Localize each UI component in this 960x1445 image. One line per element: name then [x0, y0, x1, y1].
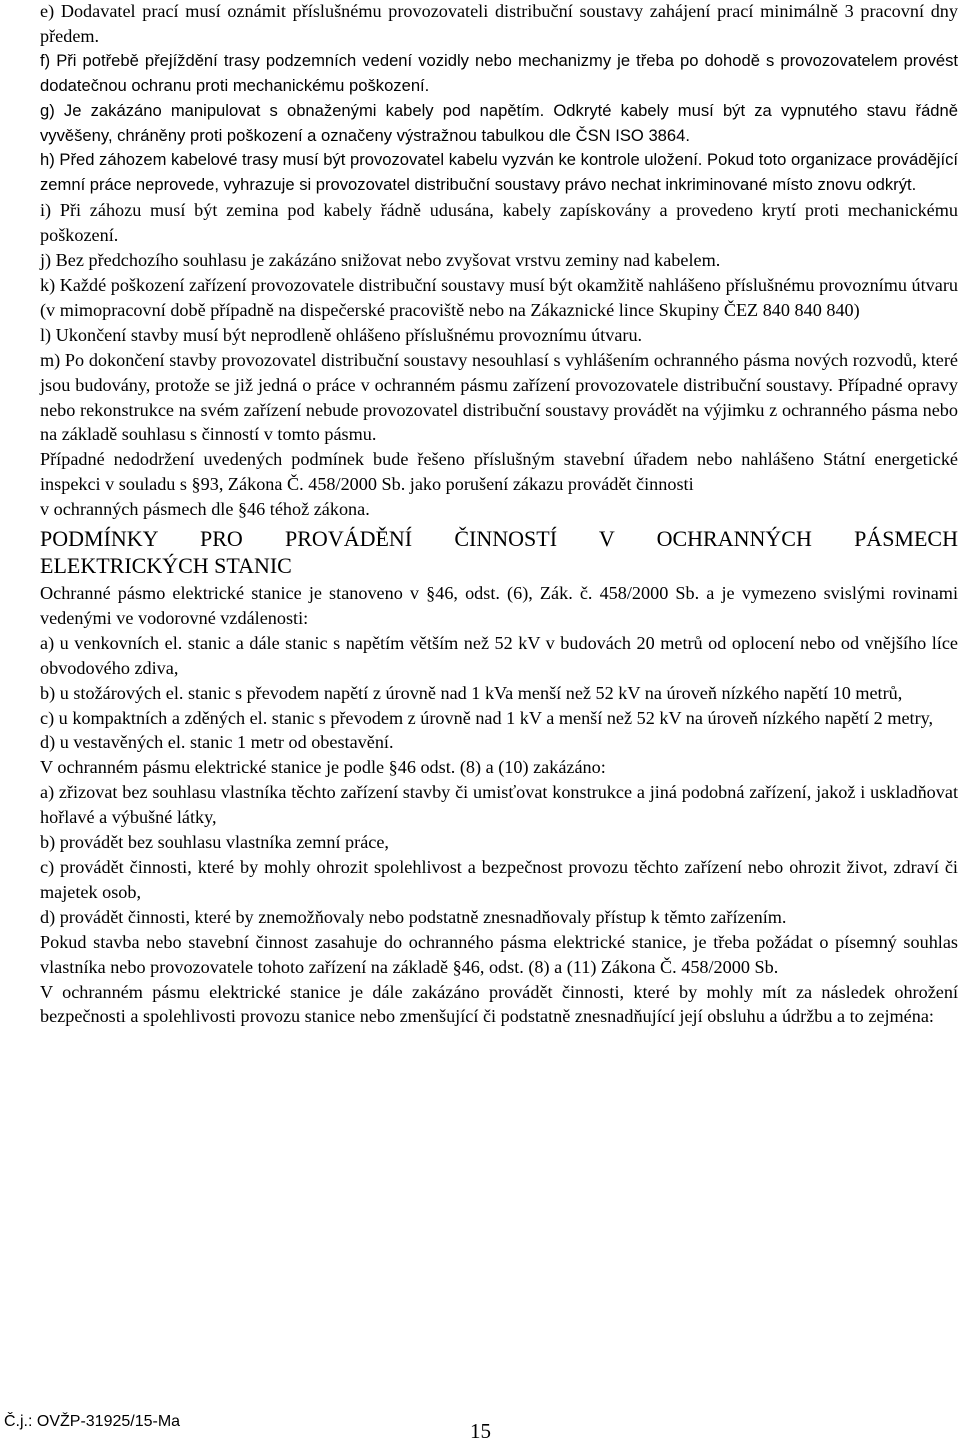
- list-item-prohibited-a: a) zřizovat bez souhlasu vlastníka těchto zařízení stavby či umisťovat konstrukce a jiná podobná zařízení, jakož i uskladňovat hořlavé a výbušné látky,: [40, 782, 958, 828]
- paragraph-i: i) Při záhozu musí být zemina pod kabely řádně udusána, kabely zapískovány a provedeno krytí proti mechanickému poškození.: [40, 200, 958, 246]
- page-number: 15: [470, 1419, 491, 1443]
- section-heading-line2: ELEKTRICKÝCH STANIC: [40, 553, 292, 579]
- list-item-zone-d: d) u vestavěných el. stanic 1 metr od obestavění.: [40, 732, 394, 753]
- paragraph-violation-cont: v ochranných pásmech dle §46 téhož zákona.: [40, 499, 370, 520]
- paragraph-zone-definition: Ochranné pásmo elektrické stanice je stanoveno v §46, odst. (6), Zák. č. 458/2000 Sb. a je vymezeno svislými rovinami vedenými ve vodorovné vzdálenosti:: [40, 583, 958, 628]
- paragraph-l: l) Ukončení stavby musí být neprodleně ohlášeno příslušnému provoznímu útvaru.: [40, 324, 643, 345]
- list-item-zone-b: b) u stožárových el. stanic s převodem napětí z úrovně nad 1 kVa menší než 52 kV na úroveň nízkého napětí 10 metrů,: [40, 682, 903, 703]
- paragraph-f: f) Při potřebě přejíždění trasy podzemních vedení vozidly nebo mechanizmy je třeba po dohodě s provozovatelem provést dodatečnou ochranu proti mechanickému poškození.: [40, 50, 958, 95]
- paragraph-consent: Pokud stavba nebo stavební činnost zasahuje do ochranného pásma elektrické stanice, je třeba požádat o písemný souhlas vlastníka nebo provozovatele tohoto zařízení na základě §46, odst. (8) a (11) Zákona Č. 458/2000 Sb.: [40, 931, 958, 977]
- paragraph-g: g) Je zakázáno manipulovat s obnaženými kabely pod napětím. Odkryté kabely musí být za vypnutého stavu řádně vyvěšeny, chráněny proti poškození a označeny výstražnou tabulkou dle ČSN ISO 3864.: [40, 100, 958, 145]
- list-item-zone-a: a) u venkovních el. stanic a dále stanic s napětím větším než 52 kV v budovách 20 metrů od oplocení nebo od vnějšího líce obvodového zdiva,: [40, 632, 958, 678]
- paragraph-j: j) Bez předchozího souhlasu je zakázáno snižovat nebo zvyšovat vrstvu zeminy nad kabelem.: [40, 250, 721, 271]
- paragraph-m: m) Po dokončení stavby provozovatel distribuční soustavy nesouhlasí s vyhlášením ochranného pásma nových rozvodů, které jsou budovány, protože se již jedná o práce v ochranném pásmu zařízení provozovatele distribuční soustavy. Případné opravy nebo rekonstrukce na svém zařízení nebude provozovatel distribuční soustavy provádět na výjimku z ochranného pásma nebo na základě souhlasu s činností v tomto pásmu.: [40, 349, 958, 445]
- paragraph-prohibited-intro: V ochranném pásmu elektrické stanice je podle §46 odst. (8) a (10) zakázáno:: [40, 757, 606, 778]
- list-item-prohibited-c: c) provádět činnosti, které by mohly ohrozit spolehlivost a bezpečnost provozu těchto zařízení nebo ohrozit život, zdraví či majetek osob,: [40, 857, 958, 902]
- footer-reference: Č.j.: OVŽP-31925/15-Ma: [4, 1413, 181, 1430]
- paragraph-k: k) Každé poškození zařízení provozovatele distribuční soustavy musí být okamžitě nahlášeno příslušnému provoznímu útvaru (v mimopracovní době případně na dispečerské pracoviště nebo na Zákaznické lince Skupiny ČEZ 840 840 840): [40, 274, 958, 320]
- section-heading-line1: PODMÍNKY PRO PROVÁDĚNÍ ČINNOSTÍ V OCHRANNÝCH PÁSMECH: [40, 526, 958, 552]
- document-body: [40, 0, 958, 1029]
- list-item-zone-c: c) u kompaktních a zděných el. stanic s převodem z úrovně nad 1 kV a menší než 52 kV na úroveň nízkého napětí 2 metry,: [40, 707, 934, 728]
- paragraph-e: e) Dodavatel prací musí oznámit příslušnému provozovateli distribuční soustavy zahájení prací minimálně 3 pracovní dny předem.: [40, 1, 958, 46]
- list-item-prohibited-b: b) provádět bez souhlasu vlastníka zemní práce,: [40, 832, 389, 853]
- paragraph-h: h) Před záhozem kabelové trasy musí být provozovatel kabelu vyzván ke kontrole uložení. Pokud toto organizace provádějící zemní práce neprovede, vyhrazuje si provozovatel distribuční soustavy právo nechat inkriminované místo znovu odkrýt.: [40, 150, 958, 195]
- paragraph-violation: Případné nedodržení uvedených podmínek bude řešeno příslušným stavební úřadem nebo nahlášeno Státní energetické inspekci v souladu s §93, Zákona Č. 458/2000 Sb. jako porušení zákazu provádět činnosti: [40, 449, 958, 495]
- paragraph-further-prohibited: V ochranném pásmu elektrické stanice je dále zakázáno provádět činnosti, které by mohly mít za následek ohrožení bezpečnosti a spolehlivosti provozu stanice nebo zmenšující či podstatně znesnadňující její obsluhu a údržbu a to zejména:: [40, 981, 958, 1027]
- list-item-prohibited-d: d) provádět činnosti, které by znemožňovaly nebo podstatně znesnadňovaly přístup k těmto zařízením.: [40, 906, 787, 927]
